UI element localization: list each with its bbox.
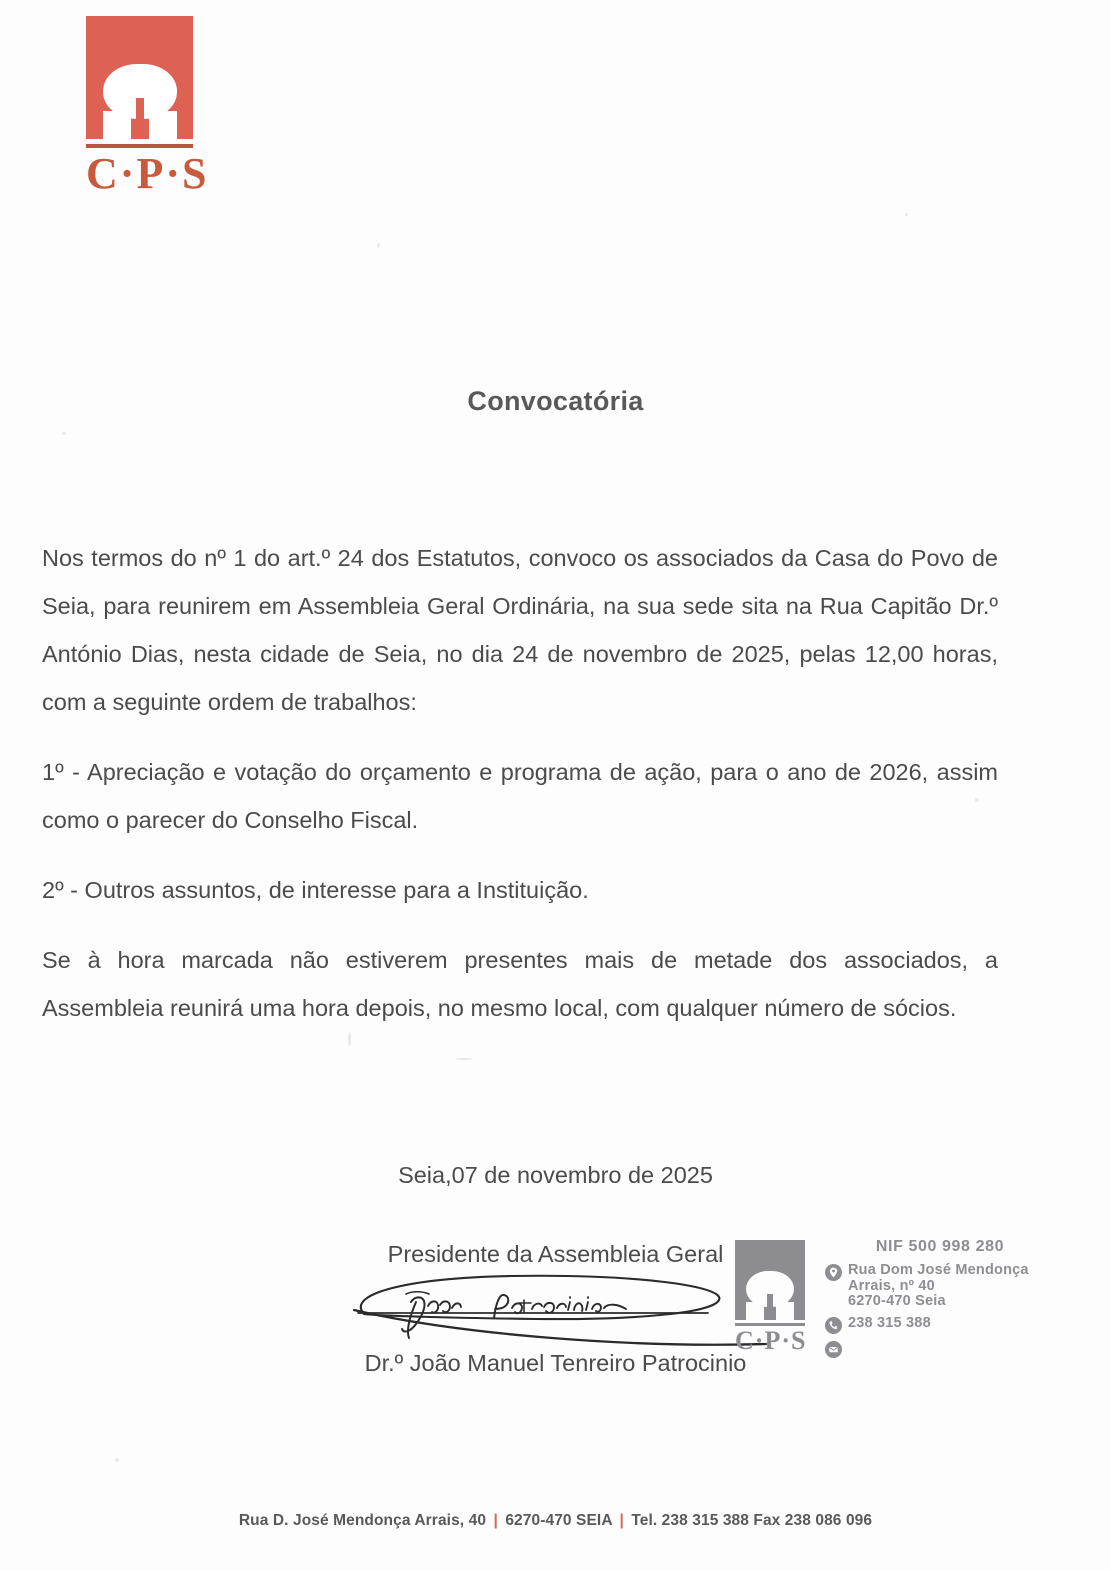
footer-separator-2: | — [619, 1512, 624, 1529]
paragraph-quorum: Se à hora marcada não estiverem presentes mais de metade dos associados, a Assembleia reunirá uma hora depois, no mesmo local, com qualquer número de sócios. — [42, 947, 998, 1021]
institution-stamp — [735, 1236, 1055, 1368]
scan-speck — [62, 432, 66, 435]
stamp-address-line-2: Arrais, nº 40 — [848, 1277, 935, 1294]
stamp-nif: NIF 500 998 280 — [875, 1238, 1005, 1255]
paragraph-agenda-item-1: 1º - Apreciação e votação do orçamento e programa de ação, para o ano de 2026, assim como o parecer do Conselho Fiscal. — [42, 759, 998, 833]
footer-contact: Tel. 238 315 388 Fax 238 086 096 — [631, 1512, 873, 1529]
cps-logo-icon — [86, 16, 193, 139]
paragraph-agenda-item-2: 2º - Outros assuntos, de interesse para a Instituição. — [42, 877, 589, 903]
footer-address: Rua D. José Mendonça Arrais, 40 — [238, 1512, 487, 1529]
letterhead-logo — [86, 16, 209, 198]
page-title: Convocatória — [467, 386, 644, 416]
scan-speck — [115, 1458, 119, 1462]
signatory-name: Dr.º João Manuel Tenreiro Patrocinio — [364, 1350, 747, 1376]
phone-icon — [825, 1317, 842, 1334]
signature-role: Presidente da Assembleia Geral — [387, 1241, 724, 1267]
stamp-logo-notch-left-shape — [746, 1302, 764, 1320]
logo-notch-left-shape — [103, 111, 131, 139]
stamp-address-line-1: Rua Dom José Mendonça — [848, 1262, 1029, 1278]
page-footer — [0, 1512, 1111, 1530]
logo-trunk-shape — [136, 98, 144, 139]
footer-separator-1: | — [493, 1512, 498, 1529]
stamp-phone: 238 315 388 — [848, 1314, 931, 1331]
stamp-logo — [735, 1240, 807, 1354]
stamp-cps-logo-icon — [735, 1240, 805, 1320]
footer-postal: 6270-470 SEIA — [505, 1512, 613, 1529]
scan-speck — [377, 243, 380, 248]
scan-speck — [905, 213, 908, 216]
stamp-phone-line — [825, 1316, 1055, 1334]
stamp-address — [848, 1263, 1029, 1310]
stamp-details — [807, 1236, 1055, 1364]
stamp-email-line — [825, 1340, 1055, 1358]
stamp-logo-wordmark: C·P·S — [735, 1326, 807, 1355]
handwritten-signature — [336, 1272, 776, 1348]
paragraph-convocation: Nos termos do nº 1 do art.º 24 dos Estatutos, convoco os associados da Casa do Povo de Seia, para reunirem em Assembleia Geral Ordinária, na sua sede sita na Rua Capitão Dr.º António Dias, nesta cidade de Seia, no dia 24 de novembro de 2025, pelas 12,00 horas, com a seguinte ordem de trabalhos: — [42, 545, 998, 715]
logo-divider — [86, 144, 193, 148]
scan-speck — [455, 1058, 473, 1060]
logo-notch-right-shape — [149, 111, 177, 139]
stamp-address-line — [825, 1263, 1055, 1310]
signature-date: Seia,07 de novembro de 2025 — [398, 1162, 713, 1188]
stamp-logo-trunk-shape — [767, 1294, 773, 1320]
stamp-logo-notch-right-shape — [776, 1302, 794, 1320]
document-body — [42, 534, 998, 1054]
envelope-icon — [825, 1341, 842, 1358]
stamp-address-line-3: 6270-470 Seia — [848, 1293, 946, 1309]
logo-wordmark: C·P·S — [86, 149, 209, 198]
location-pin-icon — [825, 1264, 842, 1281]
